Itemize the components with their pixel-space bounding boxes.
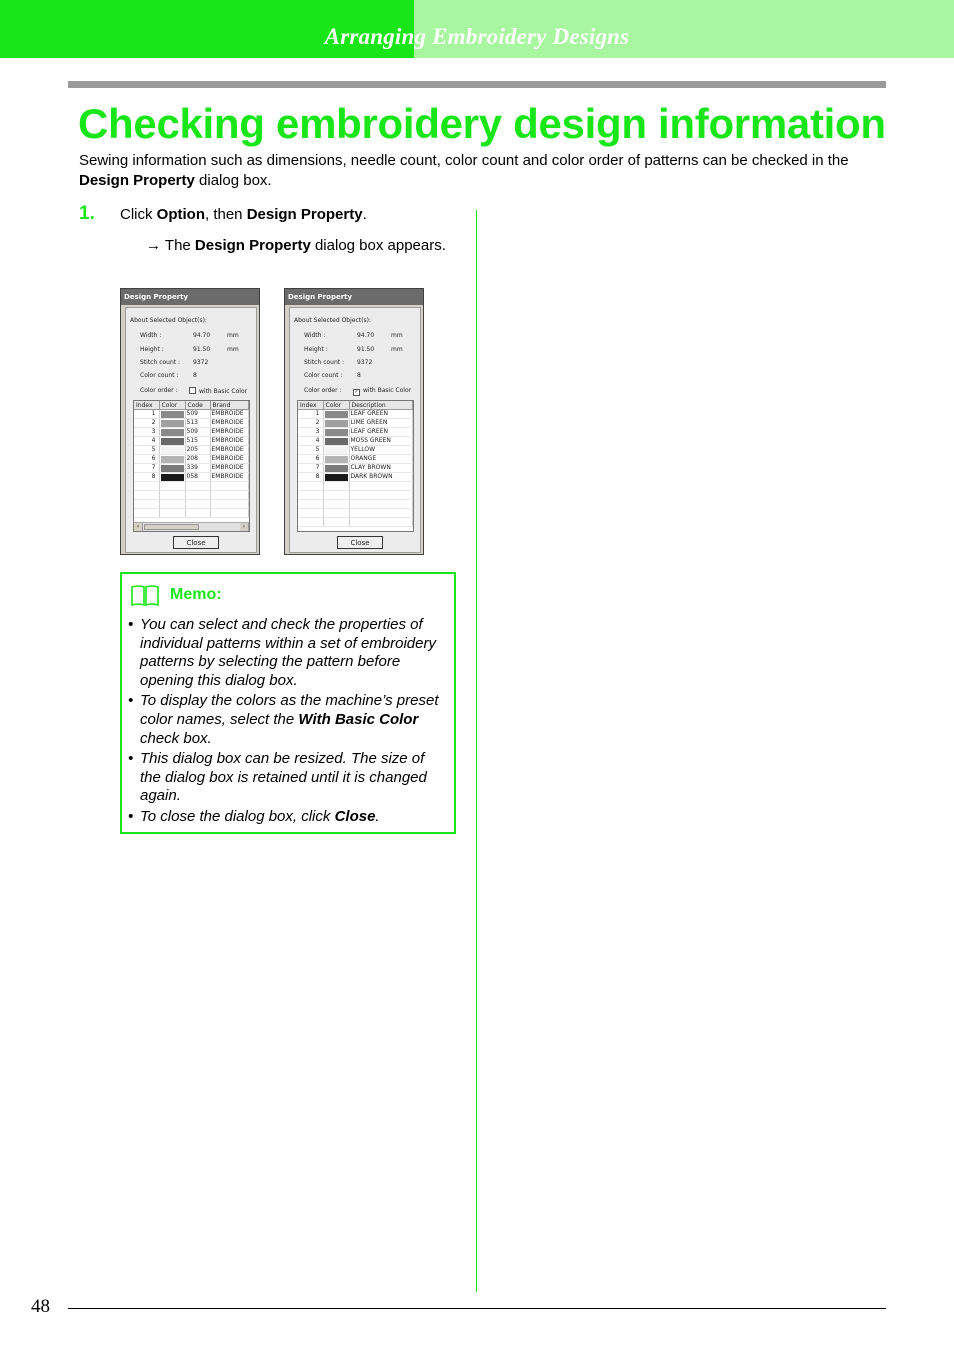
- cell-code: 208: [185, 455, 210, 464]
- design-property-dialog-description: [284, 288, 424, 555]
- table-row[interactable]: [298, 410, 413, 419]
- close-button[interactable]: Close: [337, 536, 383, 549]
- cell-code: 058: [185, 473, 210, 482]
- col-header-color[interactable]: Color: [323, 401, 349, 410]
- dialog-body: About Selected Object(s): Width : 94.70 mm Height : 91.50 mm Stitch count : 9372 Color count : 8 Color order : ✓ with Basic Color Index Color Description 1 LEAF GREEN 2 LIME GREEN 3 LEAF GREEN 4 MOSS GREEN 5 YELLOW 6 ORANGE 7 CLAY BROWN 8 DARK BROWN Close: [289, 307, 421, 553]
- empty-row: [134, 491, 249, 500]
- step-number: 1.: [79, 203, 95, 224]
- color-swatch: [161, 438, 184, 445]
- with-basic-color-checkbox[interactable]: ✓ with Basic Color: [354, 387, 412, 395]
- cell-brand: EMBROIDE: [210, 446, 249, 455]
- color-table: [297, 400, 414, 532]
- cell-brand: EMBROIDE: [210, 410, 249, 419]
- cell-desc: LIME GREEN: [349, 419, 413, 428]
- color-swatch: [325, 420, 348, 427]
- cell-color: [159, 419, 185, 428]
- color-swatch: [325, 474, 348, 481]
- col-header-code[interactable]: Code: [185, 401, 210, 410]
- table-row[interactable]: [298, 428, 413, 437]
- col-header-index[interactable]: Index: [134, 401, 159, 410]
- color-swatch: [161, 456, 184, 463]
- column-divider: [476, 210, 477, 1292]
- cell-desc: ORANGE: [349, 455, 413, 464]
- memo-item: • This dialog box can be resized. The size of the dialog box is retained until it is changed again.: [128, 750, 427, 805]
- cell-brand: EMBROIDE: [210, 455, 249, 464]
- cell-code: 509: [185, 410, 210, 419]
- cell-index: 5: [134, 446, 159, 455]
- cell-index: 4: [298, 437, 323, 446]
- cell-index: 5: [298, 446, 323, 455]
- cell-desc: CLAY BROWN: [349, 464, 413, 473]
- scroll-right-icon[interactable]: ›: [240, 523, 249, 531]
- empty-row: [134, 482, 249, 491]
- cell-desc: LEAF GREEN: [349, 428, 413, 437]
- cell-brand: EMBROIDE: [210, 428, 249, 437]
- cell-color: [323, 455, 349, 464]
- empty-row: [134, 500, 249, 509]
- table-row[interactable]: [298, 446, 413, 455]
- cell-color: [323, 410, 349, 419]
- cell-color: [159, 446, 185, 455]
- table-row[interactable]: [134, 410, 249, 419]
- cell-index: 1: [298, 410, 323, 419]
- cell-color: [323, 473, 349, 482]
- table-row[interactable]: [298, 473, 413, 482]
- cell-desc: DARK BROWN: [349, 473, 413, 482]
- footer-rule: [68, 1308, 886, 1309]
- col-header-description[interactable]: Description: [349, 401, 413, 410]
- cell-brand: EMBROIDE: [210, 464, 249, 473]
- table-row[interactable]: [134, 428, 249, 437]
- cell-brand: EMBROIDE: [210, 437, 249, 446]
- checkmark-icon: ✓: [354, 389, 359, 395]
- page-number: 48: [31, 1296, 50, 1317]
- top-rule: [68, 81, 886, 88]
- table-row[interactable]: [134, 437, 249, 446]
- cell-color: [323, 428, 349, 437]
- col-header-brand[interactable]: Brand: [210, 401, 249, 410]
- color-swatch: [325, 447, 348, 454]
- dialog-title: Design Property: [285, 289, 423, 305]
- empty-row: [298, 482, 413, 491]
- table-row[interactable]: [134, 419, 249, 428]
- cell-code: 513: [185, 419, 210, 428]
- cell-index: 3: [298, 428, 323, 437]
- col-header-index[interactable]: Index: [298, 401, 323, 410]
- cell-code: 205: [185, 446, 210, 455]
- table-row[interactable]: [298, 437, 413, 446]
- table-row[interactable]: [298, 419, 413, 428]
- cell-index: 6: [134, 455, 159, 464]
- cell-desc: MOSS GREEN: [349, 437, 413, 446]
- color-table: [133, 400, 250, 532]
- horizontal-scrollbar[interactable]: [134, 522, 249, 531]
- cell-color: [323, 419, 349, 428]
- cell-color: [159, 428, 185, 437]
- color-swatch: [161, 447, 184, 454]
- memo-title: Memo:: [170, 586, 222, 603]
- design-property-dialog-code: [120, 288, 260, 555]
- color-swatch: [325, 456, 348, 463]
- cell-code: 515: [185, 437, 210, 446]
- cell-color: [159, 455, 185, 464]
- table-row[interactable]: [134, 455, 249, 464]
- step-instruction: Click Option, then Design Property.: [120, 206, 367, 223]
- arrow-icon: →: [146, 237, 161, 254]
- memo-item: • To display the colors as the machine’s preset color names, select the With Basic Color check box.: [128, 692, 439, 747]
- color-swatch: [161, 465, 184, 472]
- cell-brand: EMBROIDE: [210, 419, 249, 428]
- cell-index: 1: [134, 410, 159, 419]
- cell-color: [159, 410, 185, 419]
- table-row[interactable]: [134, 473, 249, 482]
- cell-color: [159, 473, 185, 482]
- book-icon: [131, 584, 159, 606]
- memo-box: [120, 572, 456, 834]
- color-swatch: [325, 429, 348, 436]
- empty-row: [298, 509, 413, 518]
- color-swatch: [325, 411, 348, 418]
- about-label: About Selected Object(s):: [130, 317, 207, 324]
- empty-row: [298, 491, 413, 500]
- cell-index: 7: [134, 464, 159, 473]
- close-button[interactable]: Close: [173, 536, 219, 549]
- scroll-left-icon[interactable]: ‹: [134, 523, 143, 531]
- cell-code: 339: [185, 464, 210, 473]
- about-label: About Selected Object(s):: [294, 317, 371, 324]
- cell-color: [323, 464, 349, 473]
- cell-index: 7: [298, 464, 323, 473]
- cell-index: 6: [298, 455, 323, 464]
- cell-index: 3: [134, 428, 159, 437]
- cell-index: 8: [298, 473, 323, 482]
- cell-color: [159, 464, 185, 473]
- memo-list: [128, 616, 448, 829]
- dialog-title: Design Property: [121, 289, 259, 305]
- cell-index: 8: [134, 473, 159, 482]
- cell-desc: YELLOW: [349, 446, 413, 455]
- empty-row: [134, 509, 249, 518]
- empty-row: [298, 500, 413, 509]
- color-swatch: [161, 429, 184, 436]
- page-title: Checking embroidery design information: [78, 100, 886, 147]
- cell-desc: LEAF GREEN: [349, 410, 413, 419]
- dialog-body: About Selected Object(s): Width : 94.70 mm Height : 91.50 mm Stitch count : 9372 Color count : 8 Color order : with Basic Color Index Color Code Brand 1 509 EMBROIDE 2 513 EMBROIDE 3 509 EMBROIDE 4 515 EMBROIDE 5 205 EMBROIDE 6 208 EMBROIDE 7 339 EMBROIDE 8 058 EMBROIDE ‹ › Close: [125, 307, 257, 553]
- cell-color: [159, 437, 185, 446]
- color-swatch: [161, 474, 184, 481]
- step-result: → The Design Property dialog box appears.: [146, 237, 446, 254]
- col-header-color[interactable]: Color: [159, 401, 185, 410]
- cell-brand: EMBROIDE: [210, 473, 249, 482]
- memo-item: • To close the dialog box, click Close.: [128, 807, 380, 825]
- table-row[interactable]: [134, 446, 249, 455]
- memo-item: • You can select and check the properties of individual patterns within a set of embroidery patterns by selecting the pattern before opening this dialog box.: [128, 616, 436, 689]
- with-basic-color-checkbox[interactable]: with Basic Color: [189, 387, 247, 395]
- cell-color: [323, 446, 349, 455]
- color-swatch: [161, 411, 184, 418]
- cell-index: 4: [134, 437, 159, 446]
- empty-row: [298, 518, 413, 527]
- color-swatch: [325, 438, 348, 445]
- cell-index: 2: [134, 419, 159, 428]
- cell-code: 509: [185, 428, 210, 437]
- color-swatch: [161, 420, 184, 427]
- table-row[interactable]: [298, 464, 413, 473]
- table-row[interactable]: [134, 464, 249, 473]
- intro-paragraph: Sewing information such as dimensions, needle count, color count and color order of patterns can be checked in the Design Property dialog box.: [79, 152, 849, 189]
- scroll-thumb[interactable]: [144, 524, 199, 530]
- cell-index: 2: [298, 419, 323, 428]
- table-row[interactable]: [298, 455, 413, 464]
- section-title: Arranging Embroidery Designs: [324, 24, 630, 49]
- cell-color: [323, 437, 349, 446]
- color-swatch: [325, 465, 348, 472]
